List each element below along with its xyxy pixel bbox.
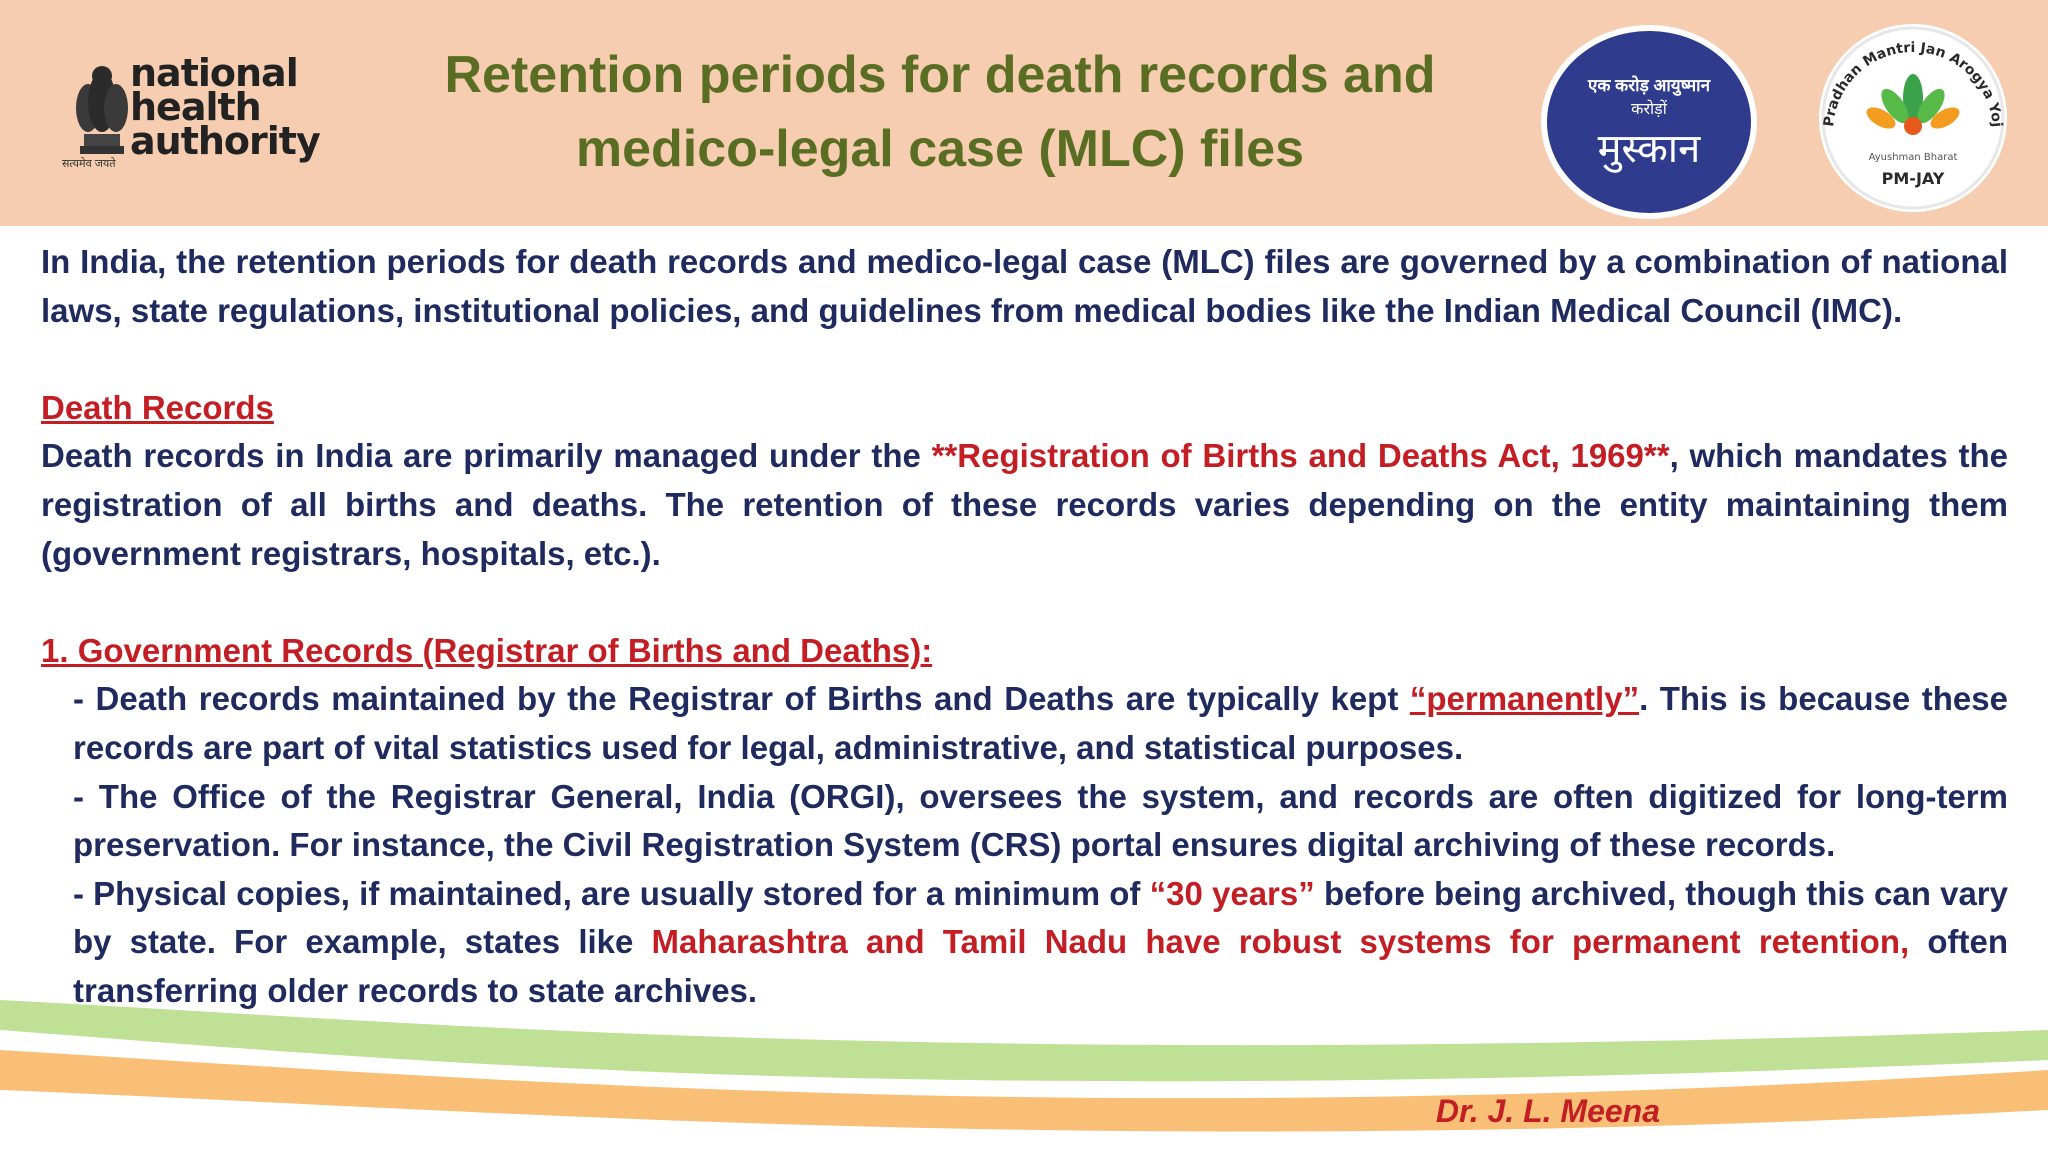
pmjay-name: PM-JAY <box>1881 169 1945 188</box>
page-title: Retention periods for death records and medico-legal case (MLC) files <box>444 46 1436 178</box>
act-name: **Registration of Births and Deaths Act, 1969** <box>931 437 1670 475</box>
main-content <box>41 238 2008 1016</box>
death-records-paragraph: Death records in India are primarily managed under the **Registration of Births and Deaths Act, 1969**, which mandates the registration of all births and deaths. The retention of these records varies depending on the entity maintaining them (government registrars, hospitals, etc.). <box>41 437 2008 572</box>
bullet-orgi: - The Office of the Registrar General, India (ORGI), oversees the system, and records are often digitized for long-term preservation. For instance, the Civil Registration System (CRS) portal ensures digital archiving of these records. <box>73 777 2008 864</box>
nha-wordmark: national health authority <box>130 51 320 163</box>
nha-logo <box>62 50 352 180</box>
bullet-permanent: - Death records maintained by the Registrar of Births and Deaths are typically kept “permanently”. This is because these records are part of vital statistics used for legal, administrative, and statistical purposes. <box>73 680 2008 766</box>
pmjay-ring-text: Pradhan Mantri Jan Arogya Yoj <box>1821 39 2005 128</box>
header-banner <box>0 0 2048 226</box>
author-signature: Dr. J. L. Meena <box>1435 1093 1660 1129</box>
thirty-years-highlight: “30 years” <box>1149 874 1315 912</box>
death-records-heading: Death Records <box>41 388 274 426</box>
intro-paragraph: In India, the retention periods for death records and medico-legal case (MLC) files are governed by a combination of national laws, state regulations, institutional policies, and guidelines from medical bodies like the Indian Medical Council (IMC). <box>41 243 2008 329</box>
gov-records-heading: 1. Government Records (Registrar of Births and Deaths): <box>41 631 933 669</box>
nha-motto: सत्यमेव जयते <box>62 158 116 170</box>
ek-crore-muskaan-badge: एक करोड़ आयुष्मान करोड़ों मुस्कान <box>1547 31 1751 213</box>
pmjay-sub: Ayushman Bharat <box>1868 152 1958 163</box>
states-highlight: Maharashtra and Tamil Nadu have robust systems for permanent retention, <box>651 923 1910 961</box>
pmjay-logo <box>1799 22 2027 214</box>
bullet-physical-copies: - Physical copies, if maintained, are usually stored for a minimum of “30 years” before being archived, though this can vary by state. For example, states like Maharashtra and Tamil Nadu have robust systems for permanent retention, often transferring older records to state archives. <box>73 874 2008 1009</box>
permanently-highlight: “permanently” <box>1409 680 1640 718</box>
